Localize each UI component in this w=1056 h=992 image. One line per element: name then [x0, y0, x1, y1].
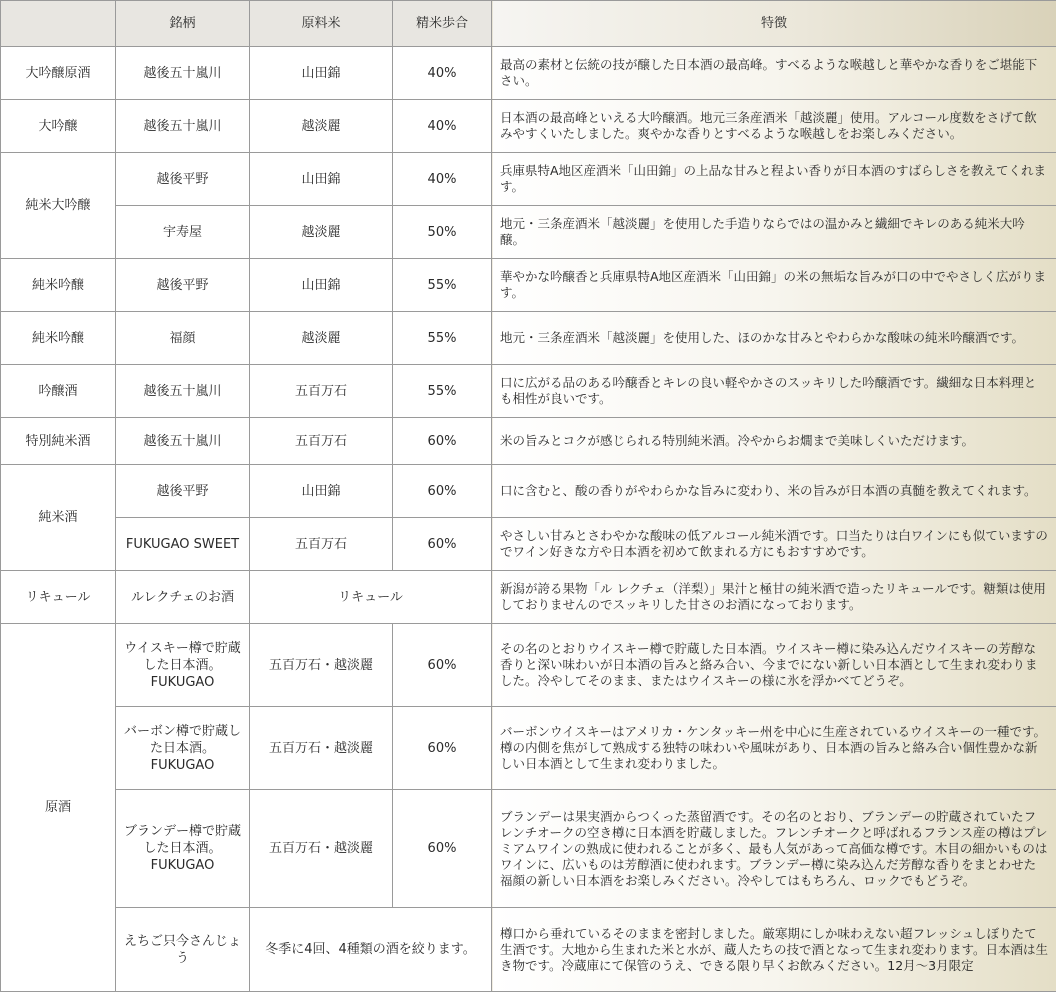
feature-cell: やさしい甘みとさわやかな酸味の低アルコール純米酒です。口当たりは白ワインにも似ていますのでワイン好きな方や日本酒を初めて飲まれる方にもおすすめです。	[492, 518, 1056, 571]
polish-cell: 60%	[393, 518, 492, 571]
rice-cell: リキュール	[250, 571, 492, 624]
rice-cell: 山田錦	[250, 153, 393, 206]
rice-cell: 五百万石・越淡麗	[250, 624, 393, 707]
brand-cell: 福顔	[116, 312, 250, 365]
polish-cell: 40%	[393, 100, 492, 153]
header-polish: 精米歩合	[393, 1, 492, 47]
category-cell: 純米酒	[1, 465, 116, 571]
category-cell: 大吟醸	[1, 100, 116, 153]
feature-cell: バーボンウイスキーはアメリカ・ケンタッキー州を中心に生産されているウイスキーの一種です。樽の内側を焦がして熟成する独特の味わいや風味があり、日本酒の旨みと絡み合い個性豊かな新しい日本酒として生まれ変わりました。	[492, 707, 1056, 790]
feature-cell: 地元・三条産酒米「越淡麗」を使用した手造りならではの温かみと繊細でキレのある純米大吟醸。	[492, 206, 1056, 259]
polish-cell: 60%	[393, 790, 492, 908]
feature-cell: 樽口から垂れているそのままを密封しました。厳寒期にしか味わえない超フレッシュしぼりたて生酒です。大地から生まれた米と水が、蔵人たちの技で酒となって生まれ変わります。日本酒は生き物です。冷蔵庫にて保管のうえ、できる限り早くお飲みください。12月〜3月限定	[492, 908, 1056, 992]
polish-cell: 60%	[393, 707, 492, 790]
brand-cell: FUKUGAO SWEET	[116, 518, 250, 571]
polish-cell: 55%	[393, 365, 492, 418]
brand-cell: 越後五十嵐川	[116, 365, 250, 418]
category-cell: リキュール	[1, 571, 116, 624]
feature-cell: ブランデーは果実酒からつくった蒸留酒です。その名のとおり、ブランデーの貯蔵されていたフレンチオークの空き樽に日本酒を貯蔵しました。フレンチオークと呼ばれるフランス産の樽はプレミアムワインの熟成に使われることが多く、最も人気があって高価な樽です。木目の細かいものはワインに、広いものは芳醇酒に使われます。ブランデー樽に染み込んだ芳醇な香りをまとわせた福顔の新しい日本酒をお楽しみください。冷やしてはもちろん、ロックでもどうぞ。	[492, 790, 1056, 908]
table-row	[1, 259, 1056, 312]
polish-cell: 50%	[393, 206, 492, 259]
polish-cell: 40%	[393, 153, 492, 206]
brand-cell: ルレクチェのお酒	[116, 571, 250, 624]
rice-cell: 越淡麗	[250, 100, 393, 153]
brand-cell: ブランデー樽で貯蔵した日本酒。FUKUGAO	[116, 790, 250, 908]
brand-cell: 越後平野	[116, 153, 250, 206]
feature-cell: 華やかな吟醸香と兵庫県特A地区産酒米「山田錦」の米の無垢な旨みが口の中でやさしく広がります。	[492, 259, 1056, 312]
rice-cell: 山田錦	[250, 47, 393, 100]
rice-cell: 越淡麗	[250, 206, 393, 259]
header-rice: 原料米	[250, 1, 393, 47]
brand-cell: バーボン樽で貯蔵した日本酒。FUKUGAO	[116, 707, 250, 790]
rice-cell: 山田錦	[250, 259, 393, 312]
feature-cell: 口に広がる品のある吟醸香とキレの良い軽やかさのスッキリした吟醸酒です。繊細な日本料理とも相性が良いです。	[492, 365, 1056, 418]
polish-cell: 60%	[393, 465, 492, 518]
table-row	[1, 47, 1056, 100]
category-cell: 吟醸酒	[1, 365, 116, 418]
rice-cell: 山田錦	[250, 465, 393, 518]
brand-cell: 越後五十嵐川	[116, 100, 250, 153]
category-cell: 原酒	[1, 624, 116, 992]
brand-cell: ウイスキー樽で貯蔵した日本酒。FUKUGAO	[116, 624, 250, 707]
feature-cell: 日本酒の最高峰といえる大吟醸酒。地元三条産酒米「越淡麗」使用。アルコール度数をさげて飲みやすくいたしました。爽やかな香りとすべるような喉越しをお楽しみください。	[492, 100, 1056, 153]
rice-cell: 五百万石	[250, 418, 393, 465]
polish-cell: 40%	[393, 47, 492, 100]
table-row	[1, 624, 1056, 707]
polish-cell: 60%	[393, 418, 492, 465]
feature-cell: 新潟が誇る果物「ル レクチェ（洋梨）」果汁と極甘の純米酒で造ったリキュールです。糖類は使用しておりませんのでスッキリした甘さのお酒になっております。	[492, 571, 1056, 624]
category-cell: 特別純米酒	[1, 418, 116, 465]
brand-cell: えちご只今さんじょう	[116, 908, 250, 992]
rice-cell: 五百万石・越淡麗	[250, 790, 393, 908]
table-row	[1, 418, 1056, 465]
header-row	[1, 1, 1056, 47]
table-row	[1, 518, 1056, 571]
table-row	[1, 206, 1056, 259]
rice-cell: 五百万石・越淡麗	[250, 707, 393, 790]
feature-cell: 地元・三条産酒米「越淡麗」を使用した、ほのかな甘みとやわらかな酸味の純米吟醸酒です。	[492, 312, 1056, 365]
header-feature: 特徴	[492, 1, 1056, 47]
table-row	[1, 790, 1056, 908]
table-row	[1, 908, 1056, 992]
table-row	[1, 100, 1056, 153]
header-category	[1, 1, 116, 47]
feature-cell: 兵庫県特A地区産酒米「山田錦」の上品な甘みと程よい香りが日本酒のすばらしさを教えてくれます。	[492, 153, 1056, 206]
brand-cell: 越後平野	[116, 259, 250, 312]
polish-cell: 60%	[393, 624, 492, 707]
table-row	[1, 365, 1056, 418]
category-cell: 純米大吟醸	[1, 153, 116, 259]
category-cell: 純米吟醸	[1, 259, 116, 312]
category-cell: 純米吟醸	[1, 312, 116, 365]
rice-cell: 五百万石	[250, 365, 393, 418]
feature-cell: その名のとおりウイスキー樽で貯蔵した日本酒。ウイスキー樽に染み込んだウイスキーの芳醇な香りと深い味わいが日本酒の旨みと絡み合い、今までにない新しい日本酒として生まれ変わりました。冷やしてそのまま、またはウイスキーの様に氷を浮かべてどうぞ。	[492, 624, 1056, 707]
brand-cell: 宇寿屋	[116, 206, 250, 259]
polish-cell: 55%	[393, 259, 492, 312]
table-row	[1, 312, 1056, 365]
brand-cell: 越後五十嵐川	[116, 418, 250, 465]
table-row	[1, 571, 1056, 624]
table-row	[1, 707, 1056, 790]
rice-cell: 越淡麗	[250, 312, 393, 365]
table-row	[1, 153, 1056, 206]
brand-cell: 越後五十嵐川	[116, 47, 250, 100]
feature-cell: 最高の素材と伝統の技が醸した日本酒の最高峰。すべるような喉越しと華やかな香りをご堪能下さい。	[492, 47, 1056, 100]
feature-cell: 米の旨みとコクが感じられる特別純米酒。冷やからお燗まで美味しくいただけます。	[492, 418, 1056, 465]
category-cell: 大吟醸原酒	[1, 47, 116, 100]
rice-cell: 五百万石	[250, 518, 393, 571]
polish-cell: 55%	[393, 312, 492, 365]
rice-cell: 冬季に4回、4種類の酒を絞ります。	[250, 908, 492, 992]
table-row	[1, 465, 1056, 518]
header-brand: 銘柄	[116, 1, 250, 47]
feature-cell: 口に含むと、酸の香りがやわらかな旨みに変わり、米の旨みが日本酒の真髄を教えてくれます。	[492, 465, 1056, 518]
brand-cell: 越後平野	[116, 465, 250, 518]
